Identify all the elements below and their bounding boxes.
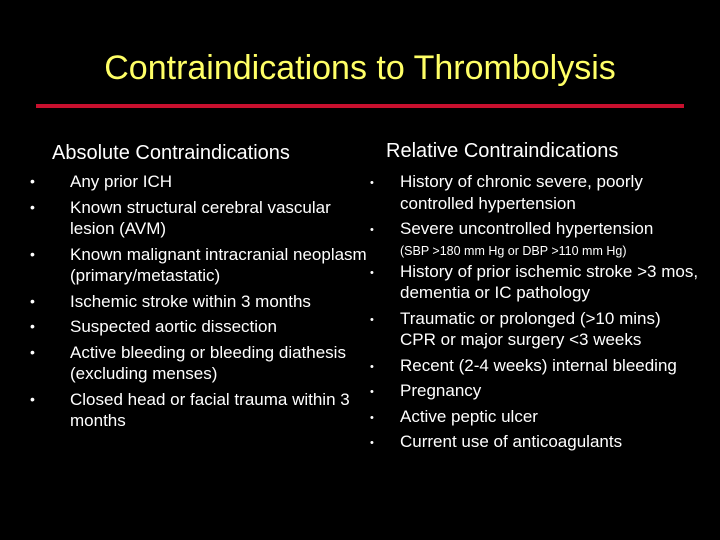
bullet-icon: • [30,292,35,309]
bullet-icon: • [370,411,374,424]
bullet-icon: • [30,198,35,215]
bp-note: (SBP >180 mm Hg or DBP >110 mm Hg) [400,243,627,258]
slide-title: Contraindications to Thrombolysis [104,49,616,87]
bullet-icon: • [370,360,374,373]
bullet-icon: • [370,177,374,189]
list-item: • Pregnancy [400,380,700,402]
list-item: • Known structural cerebral vascular lesion (AVM) [30,197,331,238]
bullet-icon: • [30,245,35,262]
list-item: • Suspected aortic dissection [30,317,277,336]
list-item: • Closed head or facial trauma within 3 months [30,389,350,430]
relative-heading: Relative Contraindications [386,140,619,162]
bullet-icon: • [370,224,374,236]
bullet-icon: • [30,390,35,407]
list-item: • Traumatic or prolonged (>10 mins) CPR or major surgery <3 weeks [370,308,661,349]
list-item: • Any prior ICH [30,172,173,191]
list-item: • History of chronic severe, poorly controlled hypertension [370,172,643,213]
list-item: • Severe uncontrolled hypertension (SBP >180 mm Hg or DBP >110 mm Hg) [400,218,700,259]
bullet-icon: • [370,266,374,279]
bullet-icon: • [30,343,35,360]
bullet-icon: • [30,173,35,189]
title-divider [36,104,684,108]
bullet-icon: • [370,313,374,326]
bullet-icon: • [30,318,35,334]
bullet-icon: • [370,386,374,398]
list-item: • Recent (2-4 weeks) internal bleeding [400,355,700,377]
list-item: • History of prior ischemic stroke >3 mos, dementia or IC pathology [370,261,699,302]
list-item: • Ischemic stroke within 3 months [30,291,311,311]
relative-list [370,171,700,457]
list-item: • Active bleeding or bleeding diathesis (excluding menses) [30,342,346,383]
list-item: • Known malignant intracranial neoplasm (primary/metastatic) [30,244,367,285]
absolute-heading: Absolute Contraindications [52,142,290,164]
list-item: • Active peptic ulcer [400,406,700,428]
list-item: • Current use of anticoagulants [400,431,700,453]
absolute-list [30,171,370,436]
bullet-icon: • [370,437,374,449]
